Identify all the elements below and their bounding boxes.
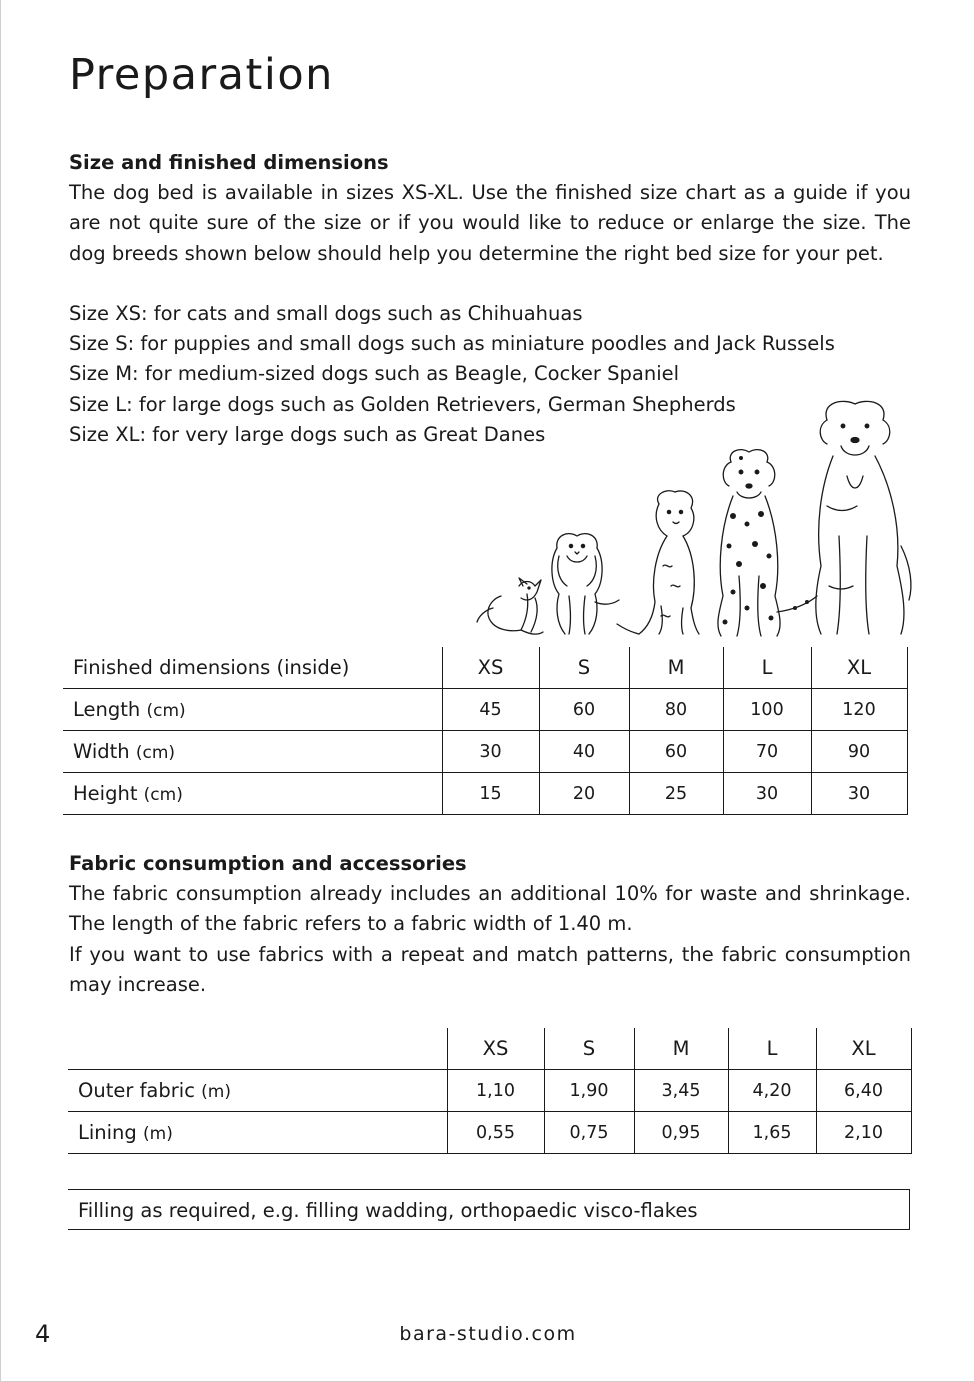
column-header: XS: [447, 1028, 544, 1070]
dog-breeds-illustration: [471, 396, 916, 641]
row-unit: (cm): [143, 785, 183, 805]
dimensions-table: [63, 647, 908, 815]
row-label: [63, 689, 442, 731]
column-header: M: [629, 647, 723, 689]
row-unit: (m): [143, 1124, 173, 1144]
dalmatian-illustration: [718, 450, 817, 636]
table-cell: 30: [811, 773, 907, 815]
table-cell: 45: [442, 689, 539, 731]
row-label-text: Length: [73, 698, 141, 721]
table-cell: 6,40: [816, 1070, 911, 1112]
size-list-item: Size XL: for very large dogs such as Great Danes: [69, 422, 546, 446]
size-list-item: Size M: for medium-sized dogs such as Beagle, Cocker Spaniel: [69, 362, 680, 386]
row-unit: (m): [201, 1082, 231, 1102]
table-cell: 4,20: [728, 1070, 816, 1112]
table-cell: 1,65: [728, 1112, 816, 1154]
table-cell: 30: [442, 731, 539, 773]
column-header: L: [723, 647, 811, 689]
table-row: [63, 689, 907, 731]
doodle-illustration: [617, 491, 699, 634]
row-label-text: Height: [73, 782, 138, 805]
table-cell: 80: [629, 689, 723, 731]
table-cell: 20: [539, 773, 629, 815]
fabric-table: [68, 1028, 912, 1154]
table-cell: 100: [723, 689, 811, 731]
table-cell: 40: [539, 731, 629, 773]
column-header: L: [728, 1028, 816, 1070]
row-label-text: Lining: [78, 1121, 137, 1144]
row-unit: (cm): [135, 743, 176, 763]
table-cell: 90: [811, 731, 907, 773]
fabric-section-body: If you want to use fabrics with a repeat and match patterns, the fabric consumption may increase.: [69, 942, 911, 996]
row-label: [63, 731, 442, 773]
table-cell: 2,10: [816, 1112, 911, 1154]
table-row: [63, 773, 907, 815]
fabric-section-heading: Fabric consumption and accessories: [69, 852, 467, 875]
table-header-row: [63, 647, 907, 689]
table-cell: 0,55: [447, 1112, 544, 1154]
column-header: S: [539, 647, 629, 689]
footer-website: bara-studio.com: [399, 1323, 577, 1345]
fabric-section: [69, 849, 911, 1000]
page-number: 4: [35, 1320, 51, 1348]
column-header: XL: [811, 647, 907, 689]
size-section-body: The dog bed is available in sizes XS-XL. Use the finished size chart as a guide if you are not quite sure of the size or if you would like to reduce or enlarge the size. The dog breeds shown below should help you determine the right bed size for your pet.: [69, 181, 911, 265]
column-header: S: [544, 1028, 634, 1070]
great-dane-illustration: [816, 401, 911, 634]
column-header: M: [634, 1028, 728, 1070]
table-row: [68, 1112, 911, 1154]
filling-note: Filling as required, e.g. filling wadding, orthopaedic visco-flakes: [68, 1189, 910, 1230]
table-row: [68, 1070, 911, 1112]
cavalier-illustration: [552, 534, 619, 634]
fabric-section-body: The fabric consumption already includes an additional 10% for waste and shrinkage. The length of the fabric refers to a fabric width of 1.40 m.: [69, 882, 911, 936]
row-label: [68, 1070, 447, 1112]
table-cell: 25: [629, 773, 723, 815]
row-unit: (cm): [146, 701, 186, 721]
row-label-text: Outer fabric: [78, 1079, 195, 1102]
table-header-empty: [68, 1028, 447, 1070]
column-header: XL: [816, 1028, 911, 1070]
size-list-item: Size L: for large dogs such as Golden Retrievers, German Shepherds: [69, 392, 736, 416]
table-header-row: [68, 1028, 911, 1070]
table-cell: 0,75: [544, 1112, 634, 1154]
table-cell: 60: [539, 689, 629, 731]
chihuahua-illustration: [477, 578, 543, 634]
table-cell: 70: [723, 731, 811, 773]
table-cell: 3,45: [634, 1070, 728, 1112]
table-cell: 60: [629, 731, 723, 773]
table-cell: 0,95: [634, 1112, 728, 1154]
table-row: [63, 731, 907, 773]
size-section: [69, 148, 911, 269]
table-cell: 120: [811, 689, 907, 731]
size-list-item: Size XS: for cats and small dogs such as Chihuahuas: [69, 302, 583, 325]
table-cell: 1,10: [447, 1070, 544, 1112]
size-section-heading: Size and finished dimensions: [69, 151, 389, 174]
row-label: [68, 1112, 447, 1154]
page-title: Preparation: [69, 50, 334, 100]
row-label-text: Width: [73, 740, 130, 763]
table-cell: 30: [723, 773, 811, 815]
table-cell: 15: [442, 773, 539, 815]
row-label: [63, 773, 442, 815]
table-cell: 1,90: [544, 1070, 634, 1112]
size-list-item: Size S: for puppies and small dogs such as miniature poodles and Jack Russels: [69, 332, 835, 356]
table-header-label: Finished dimensions (inside): [63, 647, 442, 689]
column-header: XS: [442, 647, 539, 689]
